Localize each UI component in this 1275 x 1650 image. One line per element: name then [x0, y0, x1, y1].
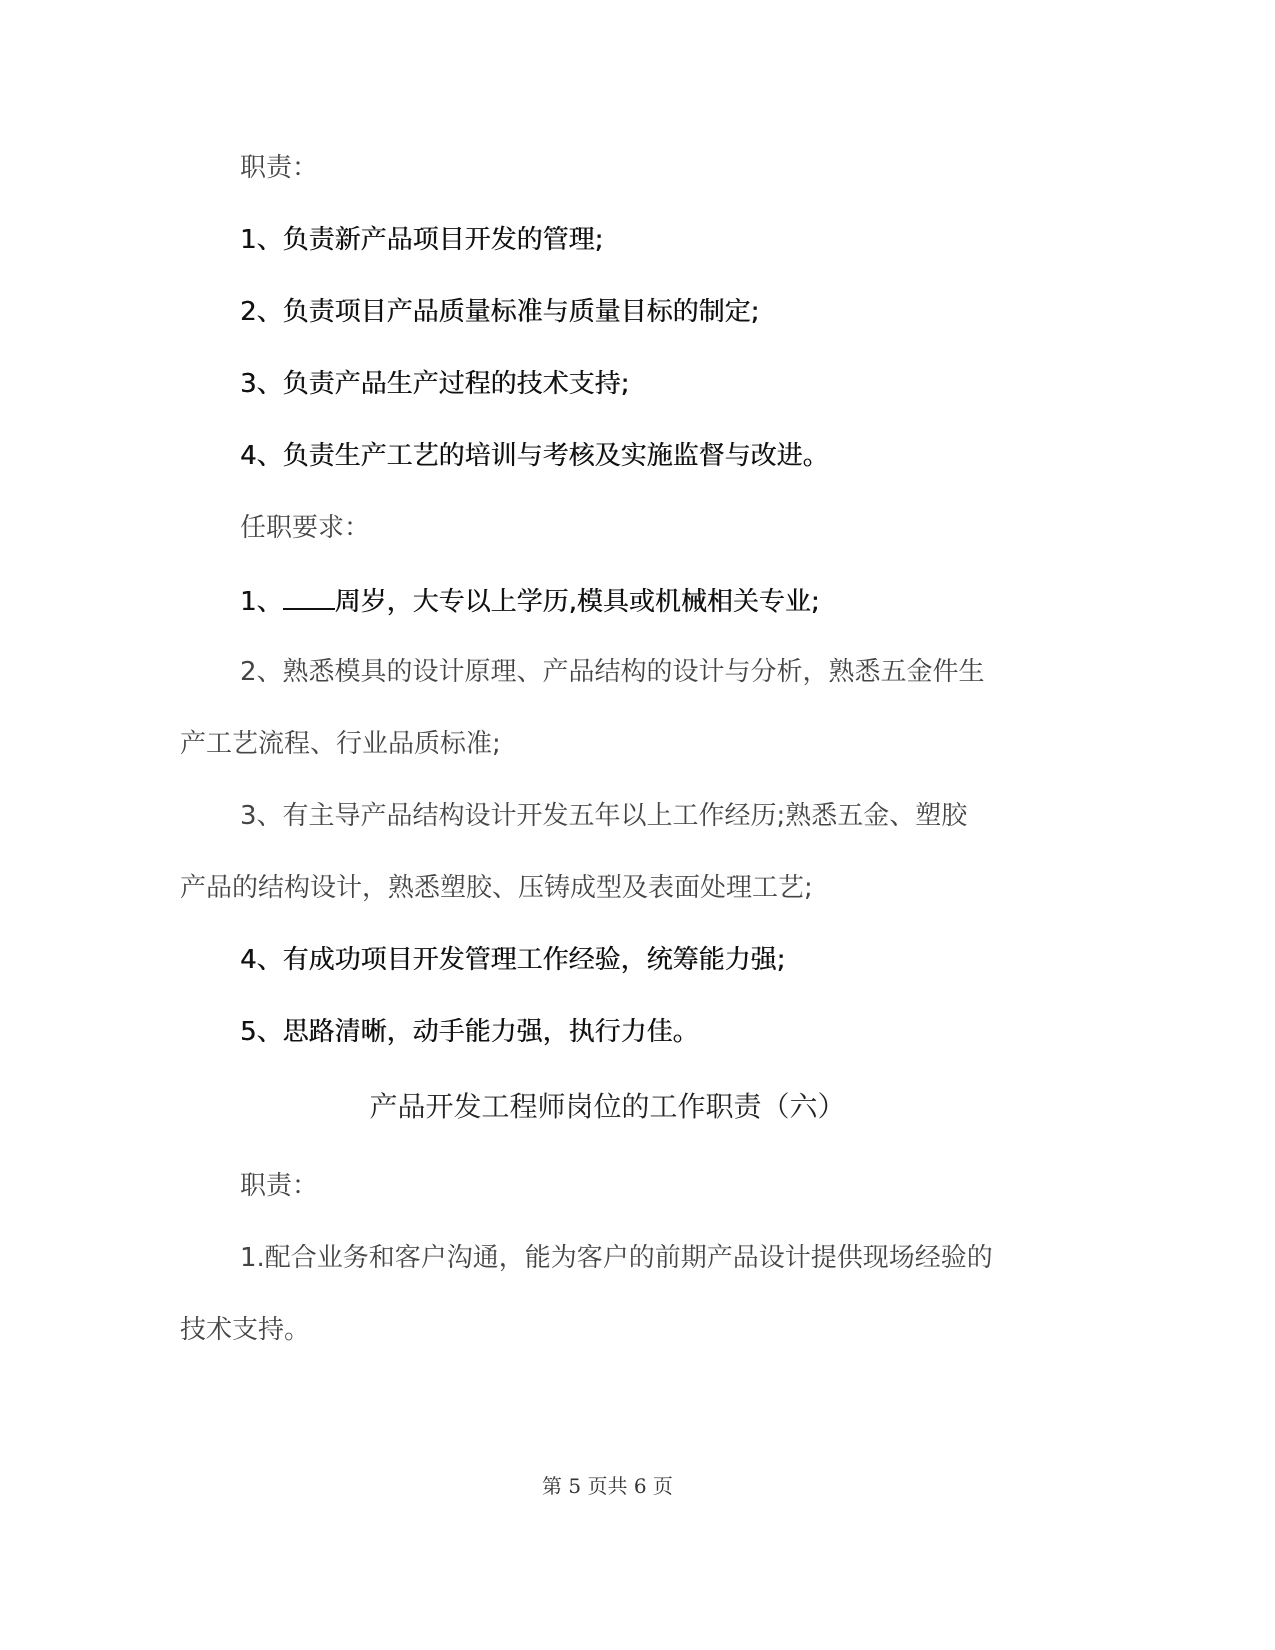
page-footer: 第 5 页共 6 页: [542, 1474, 673, 1498]
requirements-heading: 任职要求：: [240, 513, 371, 543]
duty-item: 1.配合业务和客户沟通，能为客户的前期产品设计提供现场经验的: [240, 1243, 993, 1273]
requirement-item: 4、有成功项目开发管理工作经验，统筹能力强;: [240, 945, 786, 975]
duty-item: 1、负责新产品项目开发的管理;: [240, 225, 604, 255]
duties-heading: 职责：: [240, 153, 319, 183]
requirement-item-continuation: 产品的结构设计，熟悉塑胶、压铸成型及表面处理工艺;: [180, 873, 813, 903]
requirement-item: 3、有主导产品结构设计开发五年以上工作经历;熟悉五金、塑胶: [240, 801, 968, 831]
duty-item: 4、负责生产工艺的培训与考核及实施监督与改进。: [240, 441, 829, 471]
duty-item-continuation: 技术支持。: [180, 1315, 311, 1345]
requirement-item: 5、思路清晰，动手能力强，执行力佳。: [240, 1017, 699, 1047]
duties-heading: 职责：: [240, 1171, 319, 1201]
duty-item: 2、负责项目产品质量标准与质量目标的制定;: [240, 297, 760, 327]
duty-item: 3、负责产品生产过程的技术支持;: [240, 369, 630, 399]
requirement-item: 2、熟悉模具的设计原理、产品结构的设计与分析，熟悉五金件生: [240, 657, 985, 687]
req1-prefix: 1、: [240, 587, 283, 617]
blank-underline: [283, 582, 335, 610]
section-title: 产品开发工程师岗位的工作职责（六）: [369, 1090, 846, 1123]
req1-suffix: 周岁，大专以上学历,模具或机械相关专业;: [334, 587, 820, 617]
requirement-item-continuation: 产工艺流程、行业品质标准;: [180, 729, 501, 759]
requirement-item: [240, 582, 820, 620]
